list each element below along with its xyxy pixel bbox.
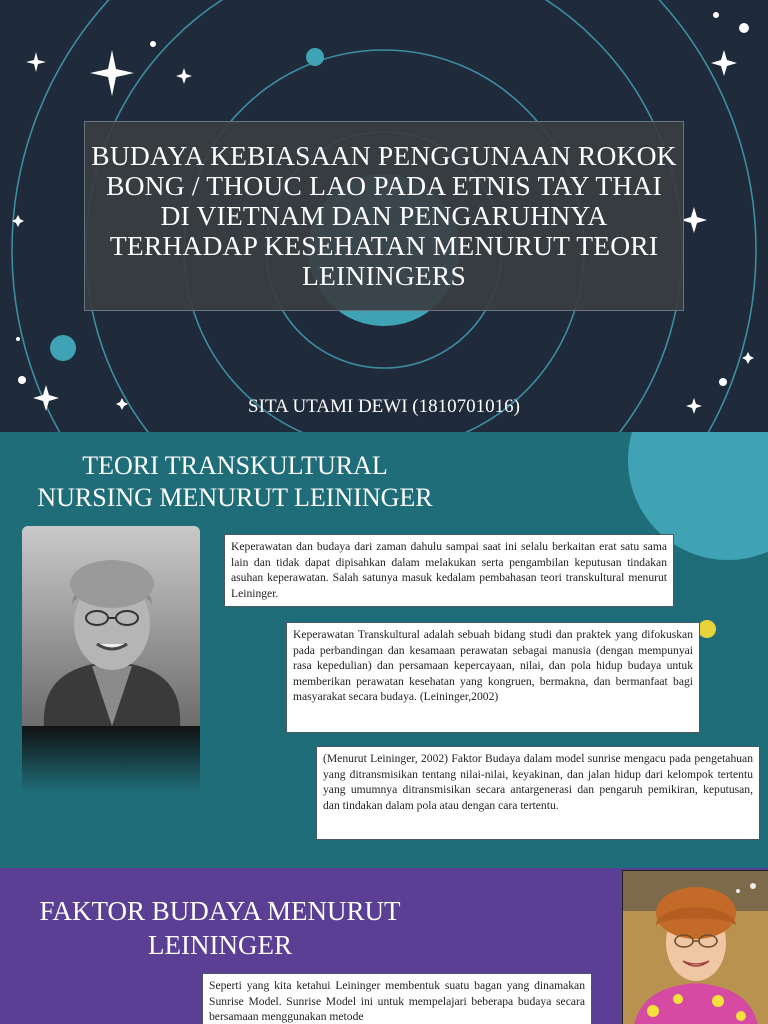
star-icon — [176, 68, 192, 84]
photo-image — [623, 871, 768, 1024]
star-icon — [742, 352, 754, 364]
star-icon — [681, 207, 707, 233]
planet-dot — [50, 335, 76, 361]
title-slide — [0, 0, 768, 432]
section-title — [0, 450, 470, 514]
info-box-4: Seperti yang kita ketahui Leininger membentuk suatu bagan yang dinamakan Sunrise Model. Sunrise Model ini untuk mempelajari beberapa budaya secara bersamaan menggunakan metode — [202, 973, 592, 1024]
star-icon — [711, 50, 737, 76]
star-icon — [26, 52, 46, 72]
title-box — [84, 121, 684, 311]
leininger-portrait — [22, 526, 200, 792]
section-title-line: FAKTOR BUDAYA MENURUT — [39, 896, 401, 926]
star-dot — [150, 41, 156, 47]
decor-dot — [698, 620, 716, 638]
portrait-image — [22, 526, 200, 792]
slide-title: BUDAYA KEBIASAAN PENGGUNAAN ROKOK BONG / THOUC LAO PADA ETNIS TAY THAI DI VIETNAM DAN PENGARUHNYA TERHADAP KESEHATAN MENURUT TEORI LEININGERS — [91, 140, 677, 291]
section-title-line: LEININGER — [148, 930, 292, 960]
leininger-color-photo — [622, 870, 768, 1024]
culture-factor-slide — [0, 868, 768, 1024]
theory-slide — [0, 432, 768, 868]
section-title-line: NURSING MENURUT LEININGER — [37, 483, 433, 512]
info-box-1: Keperawatan dan budaya dari zaman dahulu sampai saat ini selalu berkaitan erat satu sama lain dan tidak dapat dipisahkan dalam melakukan serta pengambilan keputusan tindakan asuhan keperawatan. Salah satunya masuk kedalam pembahasan teori transkultural menurut Leininger. — [224, 534, 674, 607]
info-box-2: Keperawatan Transkultural adalah sebuah bidang studi dan praktek yang difokuskan pada perbandingan dan kesamaan perawatan sebagai manusia (dengan mempunyai rasa kepedulian) dan persamaan kepercayaan, nilai, dan pola hidup budaya untuk memberikan perawatan kesehatan yang kongruen, bermakna, dan bermanfaat bagi masyarakat secara budaya. (Leininger,2002) — [286, 622, 700, 733]
star-dot — [18, 376, 26, 384]
author-line: SITA UTAMI DEWI (1810701016) — [248, 396, 520, 417]
star-icon — [90, 50, 134, 96]
section-title — [0, 894, 440, 962]
star-dot — [713, 12, 719, 18]
star-dot — [739, 23, 749, 33]
info-box-3: (Menurut Leininger, 2002) Faktor Budaya dalam model sunrise mengacu pada pengetahuan yang ditransmisikan tentang nilai-nilai, keyakinan, dan jalan hidup dari kelompok tertentu yang umumnya ditransmisikan secara antargenerasi dan pengaruh pemikiran, keputusan, dan tindakan dalam pola atau dengan cara tertentu. — [316, 746, 760, 840]
section-title-line: TEORI TRANSKULTURAL — [82, 451, 388, 480]
planet-dot — [306, 48, 324, 66]
star-dot — [719, 378, 727, 386]
star-dot — [16, 337, 20, 341]
